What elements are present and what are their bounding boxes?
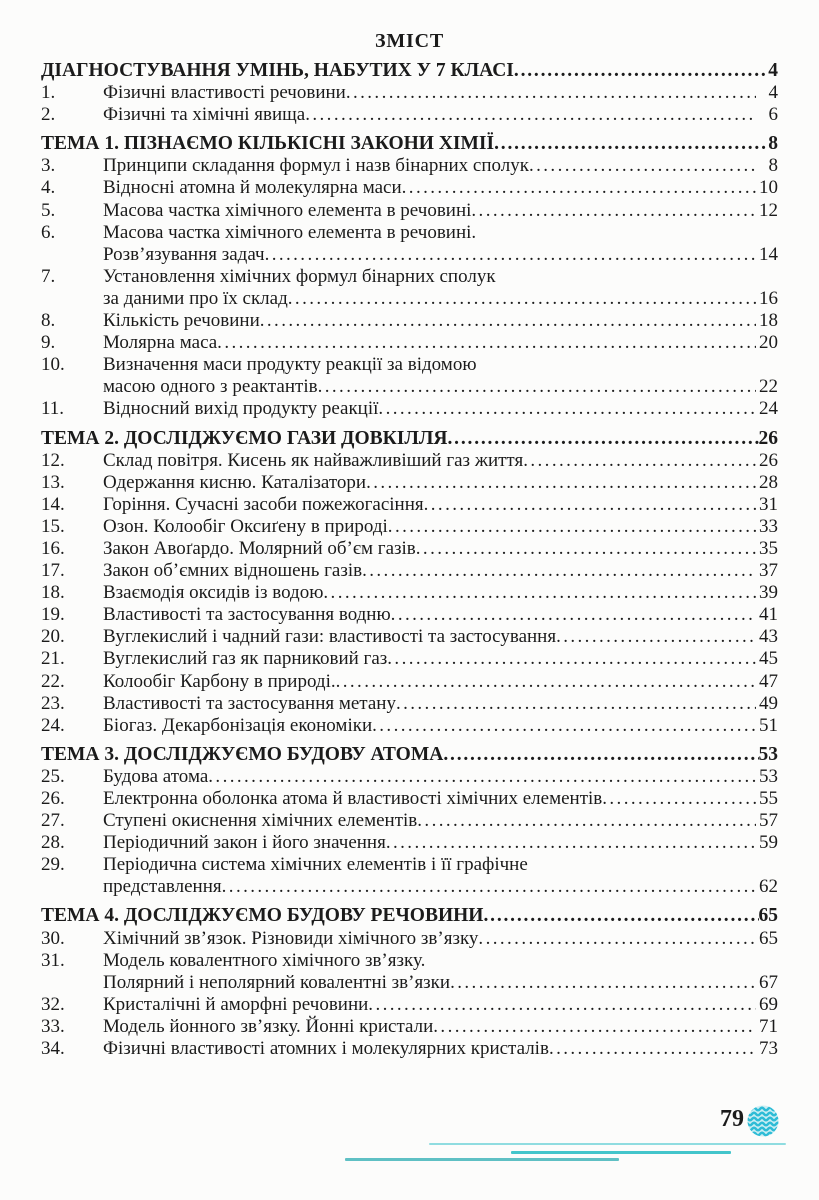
entry-page-number: 10 — [759, 177, 778, 199]
entry-body — [103, 582, 778, 604]
toc-entry-row — [41, 582, 778, 604]
toc-entry-row — [41, 538, 778, 560]
dot-leader — [416, 538, 756, 560]
toc-entry-row — [41, 266, 778, 310]
dot-leader — [450, 972, 756, 994]
entry-line — [103, 332, 778, 354]
entry-number: 5. — [41, 199, 56, 221]
entry-number: 18. — [41, 582, 65, 604]
decorative-rule-3 — [345, 1158, 619, 1161]
toc-entry-row — [41, 177, 778, 199]
entry-line — [103, 994, 778, 1016]
entry-number: 29. — [41, 854, 65, 876]
entry-number: 27. — [41, 810, 65, 832]
entry-body — [103, 1038, 778, 1060]
entry-line — [103, 288, 778, 310]
entry-page-number: 6 — [768, 104, 778, 126]
section-title: ТЕМА 4. ДОСЛІДЖУЄМО БУДОВУ РЕЧОВИНИ — [41, 905, 484, 927]
entry-title: Вуглекислий газ як парниковий газ — [103, 648, 388, 670]
dot-leader — [368, 994, 756, 1016]
entry-title: Склад повітря. Кисень як найважливіший газ життя — [103, 449, 524, 471]
toc-section-row — [41, 905, 778, 927]
entry-page-number: 45 — [759, 648, 778, 670]
entry-title: Принципи складання формул і назв бінарних сполук — [103, 155, 529, 177]
entry-line — [103, 788, 778, 810]
entry-line — [103, 671, 778, 693]
entry-page-number: 20 — [759, 332, 778, 354]
toc-entry-row — [41, 516, 778, 538]
entry-page-number: 33 — [759, 515, 778, 537]
entry-body — [103, 671, 778, 693]
entry-body — [103, 354, 778, 398]
toc-entry-row — [41, 671, 778, 693]
dot-leader — [417, 810, 756, 832]
entry-title: Біогаз. Декарбонізація економіки — [103, 714, 373, 736]
entry-body — [103, 222, 778, 266]
entry-number: 30. — [41, 927, 65, 949]
dot-leader — [222, 876, 756, 898]
entry-title: масою одного з реактантів — [103, 376, 318, 398]
entry-title: Кількість речовини — [103, 310, 260, 332]
entry-line — [103, 1038, 778, 1060]
dot-leader — [386, 832, 756, 854]
dot-leader — [494, 133, 768, 155]
entry-number: 7. — [41, 265, 56, 287]
entry-line — [103, 538, 778, 560]
entry-body — [103, 1016, 778, 1038]
section-page-number: 4 — [768, 60, 778, 81]
toc-entry-row — [41, 494, 778, 516]
toc-section-row — [41, 133, 778, 155]
toc-entry-row — [41, 1038, 778, 1060]
entry-line — [103, 972, 778, 994]
dot-leader — [471, 200, 756, 222]
entry-body — [103, 766, 778, 788]
entry-number: 20. — [41, 626, 65, 648]
entry-number: 13. — [41, 471, 65, 493]
toc-entry-row — [41, 560, 778, 582]
dot-leader — [396, 693, 756, 715]
entry-number: 6. — [41, 221, 56, 243]
entry-number: 22. — [41, 670, 65, 692]
toc-entry-row — [41, 1016, 778, 1038]
entry-page-number: 14 — [759, 243, 778, 265]
toc-entry-row — [41, 310, 778, 332]
entry-page-number: 62 — [759, 876, 778, 898]
entry-line — [103, 560, 778, 582]
entry-line — [103, 604, 778, 626]
entry-number: 3. — [41, 155, 56, 177]
entry-body — [103, 854, 778, 898]
entry-line: Масова частка хімічного елемента в речовині. — [103, 221, 477, 243]
entry-title: Ступені окиснення хімічних елементів — [103, 810, 418, 832]
entry-body — [103, 538, 778, 560]
entry-title: Розв’язування задач — [103, 243, 265, 265]
entry-line — [103, 104, 778, 126]
dot-leader — [346, 82, 756, 104]
dot-leader — [318, 376, 756, 398]
wave-globe-logo — [746, 1104, 780, 1138]
dot-leader — [424, 494, 756, 516]
entry-body — [103, 810, 778, 832]
toc-entry-row — [41, 693, 778, 715]
section-page-number: 65 — [758, 905, 778, 927]
entry-line — [103, 494, 778, 516]
entry-page-number: 51 — [759, 714, 778, 736]
entry-number: 16. — [41, 537, 65, 559]
entry-page-number: 67 — [759, 971, 778, 993]
toc-entry-row — [41, 332, 778, 354]
toc-entry-row — [41, 994, 778, 1016]
entry-page-number: 71 — [759, 1015, 778, 1037]
toc-entry-row — [41, 928, 778, 950]
entry-title: Масова частка хімічного елемента в речовині — [103, 199, 472, 221]
toc-entry-row — [41, 155, 778, 177]
dot-leader — [448, 428, 759, 450]
entry-title: Кристалічні й аморфні речовини — [103, 993, 369, 1015]
entry-line — [103, 376, 778, 398]
entry-body — [103, 516, 778, 538]
entry-line — [103, 472, 778, 494]
entry-line — [103, 582, 778, 604]
dot-leader — [402, 177, 756, 199]
toc-entry-row — [41, 200, 778, 222]
entry-number: 15. — [41, 515, 65, 537]
entry-title: Будова атома — [103, 765, 209, 787]
entry-title: Одержання кисню. Каталізатори — [103, 471, 367, 493]
entry-line — [103, 648, 778, 670]
toc-section-row — [41, 428, 778, 450]
section-page-number: 26 — [758, 427, 778, 449]
dot-leader — [305, 104, 756, 126]
entry-body — [103, 950, 778, 994]
entry-body — [103, 994, 778, 1016]
toc-section-row — [41, 744, 778, 766]
entry-page-number: 28 — [759, 471, 778, 493]
entry-number: 24. — [41, 714, 65, 736]
entry-body — [103, 715, 778, 737]
decorative-rule-1 — [429, 1143, 786, 1145]
entry-page-number: 26 — [759, 449, 778, 471]
entry-number: 21. — [41, 648, 65, 670]
entry-line — [103, 876, 778, 898]
entry-body — [103, 472, 778, 494]
page-title: ЗМІСТ — [375, 30, 444, 52]
entry-title: Відносні атомна й молекулярна маси — [103, 177, 402, 199]
dot-leader — [391, 604, 756, 626]
dot-leader — [523, 450, 756, 472]
entry-page-number: 4 — [768, 82, 778, 104]
dot-leader — [388, 516, 756, 538]
entry-title: Полярний і неполярний ковалентні зв’язки — [103, 971, 451, 993]
entry-page-number: 73 — [759, 1038, 778, 1060]
entry-body — [103, 604, 778, 626]
dot-leader — [265, 244, 756, 266]
entry-title: Колообіг Карбону в природі. — [103, 670, 336, 692]
entry-number: 23. — [41, 692, 65, 714]
toc-content — [41, 30, 778, 1060]
entry-page-number: 37 — [759, 560, 778, 582]
dot-leader — [433, 1016, 756, 1038]
entry-title: Властивості та застосування водню — [103, 604, 391, 626]
dot-leader — [362, 560, 756, 582]
section-title: ДІАГНОСТУВАННЯ УМІНЬ, НАБУТИХ У 7 КЛАСІ — [41, 60, 514, 81]
toc-entry-row — [41, 950, 778, 994]
entry-number: 32. — [41, 993, 65, 1015]
dot-leader — [336, 671, 756, 693]
entry-title: Взаємодія оксидів із водою — [103, 582, 324, 604]
entry-number: 33. — [41, 1015, 65, 1037]
section-title: ТЕМА 1. ПІЗНАЄМО КІЛЬКІСНІ ЗАКОНИ ХІМІЇ — [41, 133, 495, 155]
toc-section-row — [41, 60, 778, 82]
entry-title: представлення — [103, 876, 222, 898]
toc-entry-row — [41, 854, 778, 898]
entry-title: Модель йонного зв’язку. Йонні кристали — [103, 1015, 434, 1037]
entry-title: за даними про їх склад — [103, 287, 288, 309]
entry-page-number: 49 — [759, 692, 778, 714]
entry-body — [103, 398, 778, 420]
entry-title: Молярна маса — [103, 332, 218, 354]
entry-body — [103, 266, 778, 310]
entry-line: Періодична система хімічних елементів і її графічне — [103, 854, 528, 876]
entry-page-number: 24 — [759, 398, 778, 420]
entry-body — [103, 450, 778, 472]
dot-leader — [529, 155, 756, 177]
entry-number: 2. — [41, 104, 56, 126]
entry-line — [103, 1016, 778, 1038]
entry-line — [103, 310, 778, 332]
toc-entry-row — [41, 604, 778, 626]
entry-number: 28. — [41, 832, 65, 854]
toc-entry-row — [41, 788, 778, 810]
entry-title: Відносний вихід продукту реакції — [103, 398, 379, 420]
entry-body — [103, 82, 778, 104]
entry-page-number: 39 — [759, 582, 778, 604]
dot-leader — [602, 788, 756, 810]
entry-page-number: 59 — [759, 832, 778, 854]
entry-number: 12. — [41, 449, 65, 471]
entry-number: 14. — [41, 493, 65, 515]
toc-entry-row — [41, 766, 778, 788]
entry-body — [103, 693, 778, 715]
section-title: ТЕМА 2. ДОСЛІДЖУЄМО ГАЗИ ДОВКІЛЛЯ — [41, 427, 448, 449]
dot-leader — [556, 626, 756, 648]
toc-entry-row — [41, 472, 778, 494]
entry-title: Фізичні властивості атомних і молекулярних кристалів — [103, 1038, 549, 1060]
entry-title: Закон Авоґардо. Молярний об’єм газів — [103, 537, 416, 559]
entry-line — [103, 766, 778, 788]
entry-title: Вуглекислий і чадний гази: властивості та застосування — [103, 626, 557, 648]
entry-number: 25. — [41, 765, 65, 787]
dot-leader — [372, 715, 756, 737]
toc-entry-row — [41, 450, 778, 472]
entry-number: 11. — [41, 398, 65, 420]
entry-number: 17. — [41, 560, 65, 582]
section-page-number: 53 — [758, 743, 778, 765]
entry-line — [103, 626, 778, 648]
toc-entry-row — [41, 810, 778, 832]
entry-page-number: 53 — [759, 765, 778, 787]
entry-body — [103, 332, 778, 354]
entry-line — [103, 693, 778, 715]
entry-page-number: 41 — [759, 604, 778, 626]
entry-number: 19. — [41, 604, 65, 626]
entry-line — [103, 82, 778, 104]
decorative-rule-2 — [511, 1151, 731, 1154]
entry-number: 31. — [41, 949, 65, 971]
entry-page-number: 16 — [759, 287, 778, 309]
entry-page-number: 47 — [759, 670, 778, 692]
entry-line: Установлення хімічних формул бінарних сполук — [103, 265, 496, 287]
entry-number: 34. — [41, 1038, 65, 1060]
entry-body — [103, 788, 778, 810]
dot-leader — [483, 905, 758, 927]
entry-body — [103, 494, 778, 516]
entry-title: Горіння. Сучасні засоби пожежогасіння — [103, 493, 424, 515]
entry-body — [103, 177, 778, 199]
section-page-number: 8 — [768, 133, 778, 155]
entry-line: Модель ковалентного хімічного зв’язку. — [103, 949, 426, 971]
dot-leader — [217, 332, 756, 354]
entry-number: 9. — [41, 332, 56, 354]
entry-title: Закон об’ємних відношень газів — [103, 560, 363, 582]
toc-entry-row — [41, 648, 778, 670]
toc-entry-row — [41, 82, 778, 104]
toc-entry-row — [41, 715, 778, 737]
entry-title: Фізичні та хімічні явища — [103, 104, 306, 126]
entry-body — [103, 155, 778, 177]
entry-title: Фізичні властивості речовини — [103, 82, 346, 104]
entry-body — [103, 626, 778, 648]
entry-page-number: 43 — [759, 626, 778, 648]
toc-list — [41, 60, 778, 1060]
entry-line — [103, 177, 778, 199]
entry-page-number: 69 — [759, 993, 778, 1015]
entry-line — [103, 715, 778, 737]
dot-leader — [514, 60, 768, 82]
toc-entry-row — [41, 398, 778, 420]
entry-number: 10. — [41, 354, 65, 376]
entry-page-number: 22 — [759, 376, 778, 398]
page-number: 79 — [720, 1106, 744, 1132]
dot-leader — [260, 310, 756, 332]
dot-leader — [323, 582, 756, 604]
entry-body — [103, 200, 778, 222]
entry-body — [103, 832, 778, 854]
entry-title: Озон. Колообіг Оксиґену в природі — [103, 515, 388, 537]
entry-number: 1. — [41, 82, 56, 104]
entry-line — [103, 244, 778, 266]
dot-leader — [378, 398, 756, 420]
dot-leader — [387, 648, 756, 670]
entry-page-number: 8 — [768, 155, 778, 177]
entry-line: Визначення маси продукту реакції за відомою — [103, 354, 477, 376]
entry-title: Періодичний закон і його значення — [103, 832, 386, 854]
entry-title: Хімічний зв’язок. Різновиди хімічного зв’язку — [103, 927, 479, 949]
entry-title: Електронна оболонка атома й властивості хімічних елементів — [103, 788, 603, 809]
entry-page-number: 18 — [759, 310, 778, 332]
entry-line — [103, 928, 778, 950]
entry-page-number: 57 — [759, 810, 778, 832]
toc-entry-row — [41, 104, 778, 126]
entry-line — [103, 200, 778, 222]
entry-body — [103, 104, 778, 126]
dot-leader — [549, 1038, 756, 1060]
toc-entry-row — [41, 832, 778, 854]
entry-number: 26. — [41, 788, 65, 809]
dot-leader — [208, 766, 756, 788]
entry-line — [103, 832, 778, 854]
dot-leader — [478, 928, 756, 950]
toc-entry-row — [41, 626, 778, 648]
entry-page-number: 31 — [759, 493, 778, 515]
entry-line — [103, 810, 778, 832]
entry-number: 4. — [41, 177, 56, 199]
toc-entry-row — [41, 222, 778, 266]
entry-line — [103, 398, 778, 420]
entry-line — [103, 516, 778, 538]
entry-title: Властивості та застосування метану — [103, 692, 396, 714]
entry-body — [103, 560, 778, 582]
entry-body — [103, 648, 778, 670]
entry-line — [103, 155, 778, 177]
section-title: ТЕМА 3. ДОСЛІДЖУЄМО БУДОВУ АТОМА — [41, 743, 444, 765]
entry-page-number: 12 — [759, 199, 778, 221]
toc-entry-row — [41, 354, 778, 398]
entry-number: 8. — [41, 310, 56, 332]
dot-leader — [366, 472, 756, 494]
entry-page-number: 65 — [759, 927, 778, 949]
dot-leader — [443, 744, 758, 766]
entry-body — [103, 928, 778, 950]
dot-leader — [288, 288, 756, 310]
entry-page-number: 55 — [759, 788, 778, 809]
entry-page-number: 35 — [759, 537, 778, 559]
entry-body — [103, 310, 778, 332]
entry-line — [103, 450, 778, 472]
